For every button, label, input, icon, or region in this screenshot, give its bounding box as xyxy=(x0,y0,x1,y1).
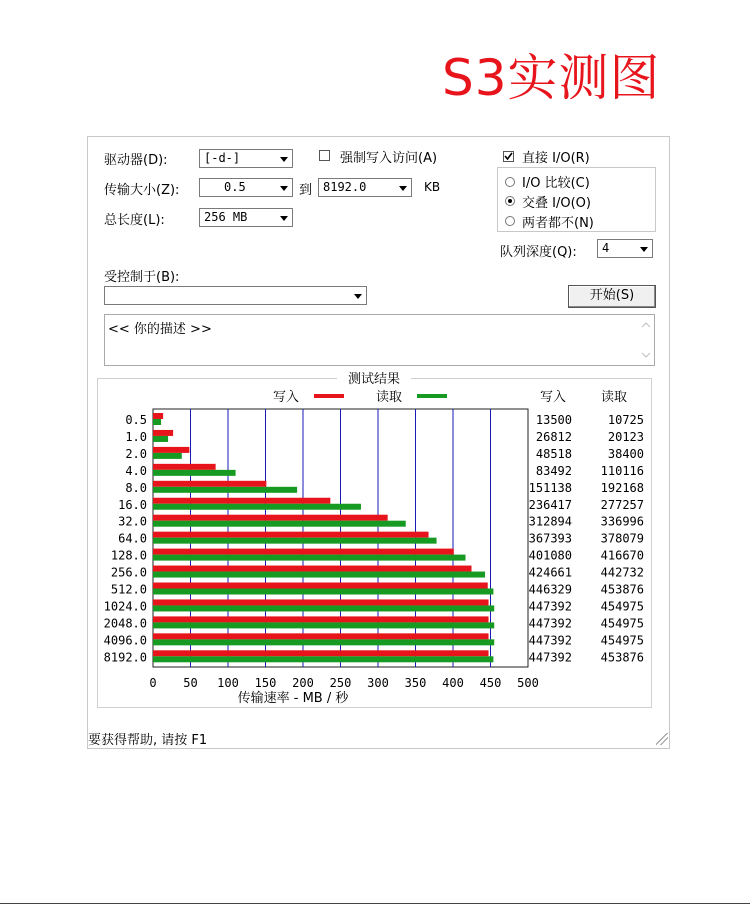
bar-write xyxy=(153,447,189,453)
category-label: 512.0 xyxy=(110,582,147,597)
bar-write xyxy=(153,549,454,555)
x-axis-label: 传输速率 - MB / 秒 xyxy=(237,691,349,706)
write-value: 447392 xyxy=(528,599,572,614)
read-value: 453876 xyxy=(600,650,644,665)
read-value: 192168 xyxy=(600,480,644,495)
write-value: 13500 xyxy=(535,413,572,427)
read-value: 20123 xyxy=(607,429,644,444)
drive-label: 驱动器(D): xyxy=(104,153,168,168)
write-value: 83492 xyxy=(535,463,572,478)
io-compare-radio[interactable] xyxy=(505,177,515,187)
category-label: 64.0 xyxy=(118,531,147,546)
chevron-down-icon xyxy=(276,210,291,225)
write-value: 367393 xyxy=(528,531,572,546)
read-value: 10725 xyxy=(607,413,644,427)
bar-write xyxy=(153,633,489,639)
scroll-arrows-icon xyxy=(641,320,651,360)
resize-grip-icon[interactable] xyxy=(656,733,668,745)
bar-read xyxy=(153,605,494,611)
write-value: 447392 xyxy=(528,650,572,665)
bar-read xyxy=(153,470,236,476)
write-value: 446329 xyxy=(528,582,572,597)
controlled-by-select[interactable] xyxy=(104,286,367,305)
bar-read xyxy=(153,487,297,493)
bar-write xyxy=(153,515,388,521)
to-label: 到 xyxy=(299,183,313,198)
x-tick-label: 450 xyxy=(479,676,502,690)
x-tick-label: 250 xyxy=(329,676,352,690)
legend-read-label: 读取 xyxy=(376,390,403,405)
category-label: 8.0 xyxy=(125,480,147,495)
bar-read xyxy=(153,419,161,425)
read-value: 378079 xyxy=(600,531,644,546)
check-icon xyxy=(504,152,513,161)
write-value: 447392 xyxy=(528,616,572,631)
total-length-select[interactable] xyxy=(199,208,293,227)
read-value: 416670 xyxy=(600,548,644,563)
start-button[interactable]: 开始(S) xyxy=(568,285,656,308)
bar-read xyxy=(153,589,493,595)
total-length-value: 256 MB xyxy=(204,210,248,224)
chevron-down-icon xyxy=(350,288,365,303)
chevron-down-icon xyxy=(276,180,291,195)
status-bar-text: 要获得帮助, 请按 F1 xyxy=(88,733,208,748)
x-tick-label: 400 xyxy=(442,676,464,690)
io-compare-label: I/O 比较(C) xyxy=(522,176,590,191)
read-value: 454975 xyxy=(600,616,644,631)
bar-write xyxy=(153,464,216,470)
drive-select[interactable] xyxy=(199,149,293,168)
read-value: 442732 xyxy=(600,565,644,580)
bar-write xyxy=(153,413,163,419)
category-label: 1024.0 xyxy=(103,599,147,614)
write-value: 26812 xyxy=(535,429,572,444)
total-length-label: 总长度(L): xyxy=(104,213,165,228)
write-value: 48518 xyxy=(535,446,572,461)
x-tick-label: 350 xyxy=(404,676,427,690)
force-write-checkbox[interactable] xyxy=(319,150,330,161)
transfer-size-label: 传输大小(Z): xyxy=(104,183,180,198)
bar-write xyxy=(153,532,429,538)
chevron-down-icon xyxy=(395,180,410,195)
overlap-io-radio[interactable] xyxy=(505,196,515,206)
category-label: 8192.0 xyxy=(103,650,147,665)
bar-read xyxy=(153,622,494,628)
bar-read xyxy=(153,521,406,527)
write-value: 424661 xyxy=(528,565,572,580)
kb-label: KB xyxy=(424,180,441,194)
category-label: 256.0 xyxy=(110,565,147,580)
bar-write xyxy=(153,583,488,589)
bar-read xyxy=(153,436,168,442)
neither-label: 两者都不(N) xyxy=(522,216,594,231)
legend-write-label: 写入 xyxy=(273,390,300,405)
read-value: 454975 xyxy=(600,633,644,648)
bar-write xyxy=(153,430,173,436)
page-heading: S3实测图 xyxy=(442,49,661,107)
read-value: 454975 xyxy=(600,599,644,614)
bar-read xyxy=(153,538,437,544)
bar-write xyxy=(153,599,489,605)
write-value: 151138 xyxy=(528,480,572,495)
transfer-from-value: 0.5 xyxy=(224,180,246,194)
col-write-header: 写入 xyxy=(539,390,567,405)
category-label: 1.0 xyxy=(125,429,147,444)
category-label: 16.0 xyxy=(118,497,147,512)
chevron-down-icon xyxy=(276,151,291,166)
force-write-label: 强制写入访问(A) xyxy=(340,151,438,166)
bottom-divider xyxy=(0,903,750,904)
queue-depth-label: 队列深度(Q): xyxy=(500,245,577,260)
bar-write xyxy=(153,616,489,622)
x-tick-label: 200 xyxy=(292,676,314,690)
x-tick-label: 300 xyxy=(367,676,389,690)
description-text: << 你的描述 >> xyxy=(108,322,212,337)
results-chart xyxy=(97,368,652,708)
chart-title: 测试结果 xyxy=(347,372,401,387)
transfer-to-select[interactable] xyxy=(318,178,412,197)
bar-write xyxy=(153,566,471,572)
direct-io-checkbox[interactable] xyxy=(503,151,514,162)
category-label: 0.5 xyxy=(125,413,147,427)
category-label: 4.0 xyxy=(125,463,147,478)
controlled-by-label: 受控制于(B): xyxy=(104,270,180,285)
drive-value: [-d-] xyxy=(204,151,241,165)
category-label: 32.0 xyxy=(118,514,147,529)
bar-read xyxy=(153,639,494,645)
overlap-io-label: 交叠 I/O(O) xyxy=(522,196,591,211)
category-label: 2048.0 xyxy=(103,616,147,631)
write-value: 447392 xyxy=(528,633,572,648)
legend-write-swatch xyxy=(314,394,344,398)
read-value: 336996 xyxy=(600,514,644,529)
description-textarea[interactable] xyxy=(104,314,655,366)
write-value: 312894 xyxy=(528,514,572,529)
bar-write xyxy=(153,498,330,504)
bar-write xyxy=(153,481,266,487)
bar-read xyxy=(153,504,361,510)
write-value: 236417 xyxy=(528,497,572,512)
category-label: 4096.0 xyxy=(103,633,147,648)
read-value: 110116 xyxy=(600,463,644,478)
write-value: 401080 xyxy=(528,548,572,563)
read-value: 277257 xyxy=(600,497,644,512)
queue-depth-select[interactable] xyxy=(597,239,653,258)
category-label: 128.0 xyxy=(110,548,147,563)
category-label: 2.0 xyxy=(125,446,147,461)
read-value: 38400 xyxy=(607,446,644,461)
neither-radio[interactable] xyxy=(505,216,515,226)
bar-read xyxy=(153,555,466,561)
transfer-to-value: 8192.0 xyxy=(323,180,367,194)
read-value: 453876 xyxy=(600,582,644,597)
bar-read xyxy=(153,572,485,578)
x-tick-label: 150 xyxy=(254,676,277,690)
x-tick-label: 0 xyxy=(149,676,157,690)
x-tick-label: 100 xyxy=(217,676,239,690)
x-tick-label: 500 xyxy=(517,676,539,690)
transfer-from-select[interactable] xyxy=(199,178,293,197)
bar-write xyxy=(153,650,489,656)
legend-read-swatch xyxy=(417,394,447,398)
chevron-down-icon xyxy=(636,241,651,256)
col-read-header: 读取 xyxy=(600,390,628,405)
direct-io-label: 直接 I/O(R) xyxy=(522,151,590,166)
x-tick-label: 50 xyxy=(183,676,198,690)
queue-depth-value: 4 xyxy=(602,241,610,255)
bar-read xyxy=(153,656,493,662)
bar-read xyxy=(153,453,182,459)
